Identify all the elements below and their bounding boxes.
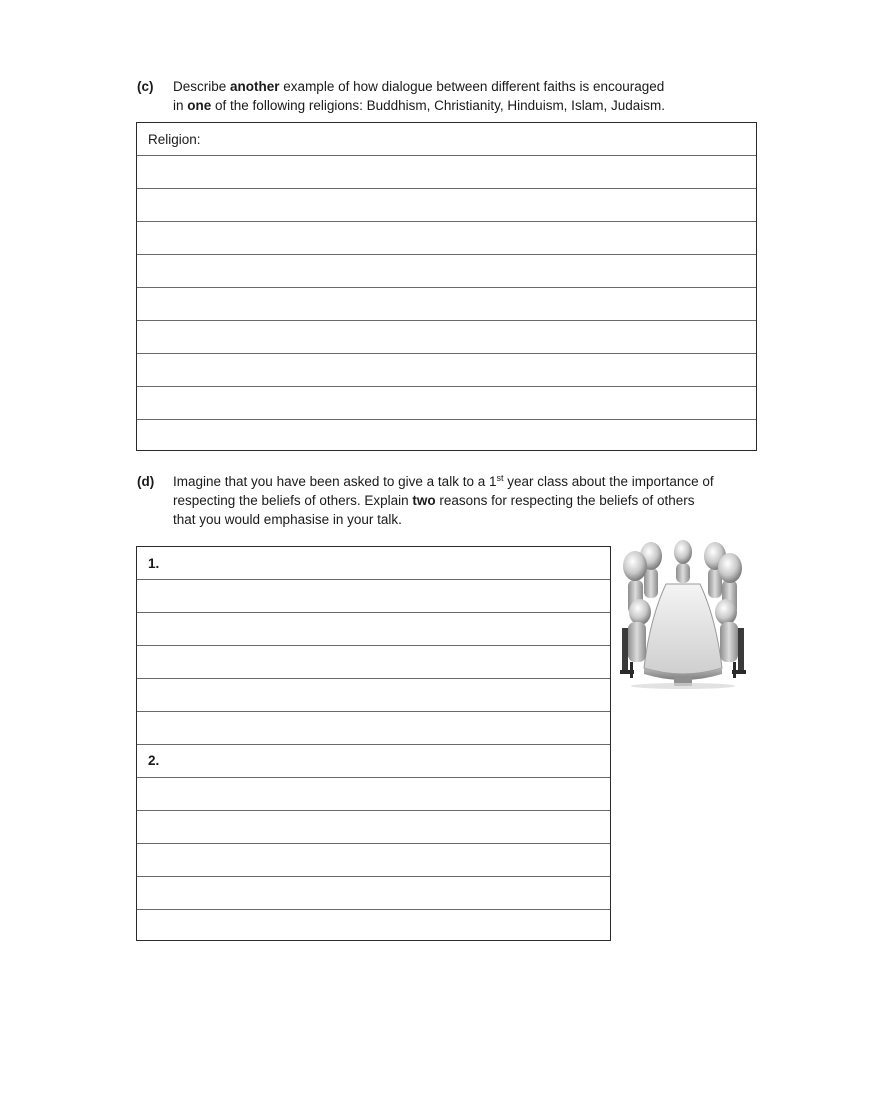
answer-line — [137, 678, 610, 679]
answer-line — [137, 353, 756, 354]
question-c — [137, 77, 757, 117]
answer-line — [137, 155, 756, 156]
question-c-text: Describe another example of how dialogue between different faiths is encouraged in one of the following religions: Buddhism, Christianity, Hinduism, Islam, Judaism. — [173, 79, 665, 113]
meeting-table-icon — [618, 528, 748, 690]
answer-line — [137, 645, 610, 646]
answer-line — [137, 221, 756, 222]
question-d — [137, 472, 757, 532]
answer-line — [137, 419, 756, 420]
answer-line — [137, 810, 610, 811]
answer-line — [137, 711, 610, 712]
reason-2-label: 2. — [148, 753, 160, 768]
answer-box-c[interactable] — [136, 122, 757, 451]
answer-line — [137, 386, 756, 387]
answer-line — [137, 579, 610, 580]
answer-box-d[interactable] — [136, 546, 611, 941]
answer-line — [137, 254, 756, 255]
answer-line — [137, 612, 610, 613]
answer-line — [137, 909, 610, 910]
reason-1-label: 1. — [148, 556, 160, 571]
question-c-number: (c) — [137, 79, 154, 94]
question-d-number: (d) — [137, 474, 155, 489]
answer-line — [137, 777, 610, 778]
religion-label: Religion: — [148, 132, 201, 147]
answer-line — [137, 287, 756, 288]
answer-line — [137, 843, 610, 844]
answer-line — [137, 188, 756, 189]
answer-line — [137, 744, 610, 745]
question-d-text: Imagine that you have been asked to give a talk to a 1st year class about the importance of respecting the beliefs of others. Explain two reasons for respecting the beliefs of others that you would emphasise in your talk. — [173, 473, 714, 527]
answer-line — [137, 320, 756, 321]
answer-line — [137, 876, 610, 877]
